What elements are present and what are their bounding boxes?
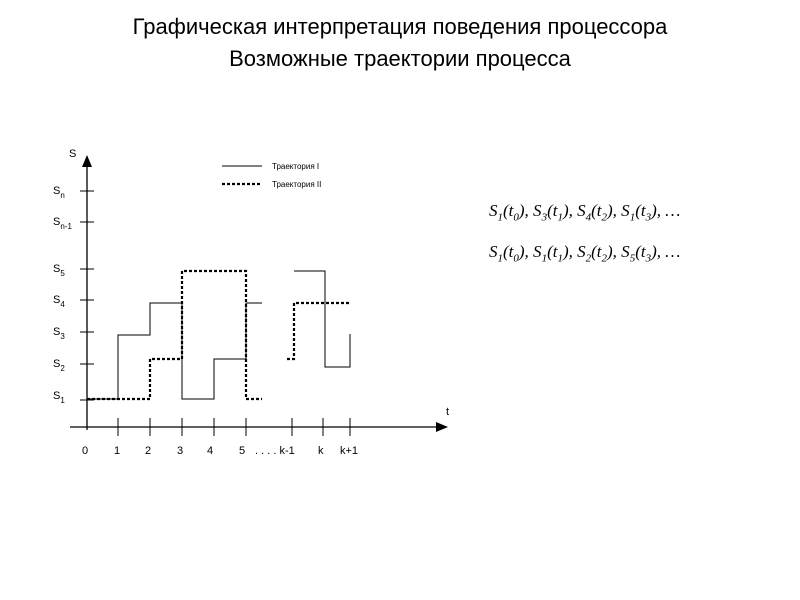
trajectory-1-part-a — [87, 303, 262, 399]
y-label-sn-1: $S_{n-1}$ — [53, 216, 72, 231]
x-label-1: 1 — [114, 445, 121, 457]
x-axis-label: t — [446, 406, 450, 418]
y-axis-label: S — [69, 148, 77, 160]
y-label-s3: $S_3$ — [53, 326, 65, 341]
x-label-0: 0 — [82, 445, 89, 457]
y-label-s5: $S_5$ — [53, 263, 65, 278]
y-axis-arrow — [82, 155, 92, 167]
x-label-k+1: k+1 — [340, 445, 359, 457]
x-label-4: 4 — [207, 445, 214, 457]
title-line-2: Возможные траектории процесса — [229, 46, 571, 71]
x-label-k: k — [318, 445, 324, 457]
trajectory-1-part-b — [294, 271, 350, 367]
y-label-sn: $S_n$ — [53, 185, 65, 200]
y-label-s2: $S_2$ — [53, 358, 65, 373]
x-label-3: 3 — [177, 445, 184, 457]
legend-label-trajectory-1: Траектория I — [272, 162, 320, 171]
x-label-2: 2 — [145, 445, 152, 457]
y-label-s4: $S_4$ — [53, 294, 65, 309]
trajectory-2-part-a — [87, 271, 262, 399]
trajectory-1-sequence: $S_1(t_0)$, $S_3(t_1)$, $S_4(t_2)$, $S_1(t_3)$, … — [489, 201, 681, 224]
trajectory-2-part-b — [287, 303, 350, 359]
trajectory-2-sequence: $S_1(t_0)$, $S_1(t_1)$, $S_2(t_2)$, $S_5(t_3)$, … — [489, 242, 681, 265]
x-axis-arrow — [436, 422, 448, 432]
legend — [222, 162, 321, 189]
title-line-1: Графическая интерпретация поведения процессора — [132, 14, 668, 39]
x-label-5: 5 — [239, 445, 246, 457]
legend-label-trajectory-2: Траектория II — [272, 180, 322, 189]
y-label-s1: $S_1$ — [53, 390, 65, 405]
x-label-k-1: . . . . k-1 — [255, 445, 295, 457]
